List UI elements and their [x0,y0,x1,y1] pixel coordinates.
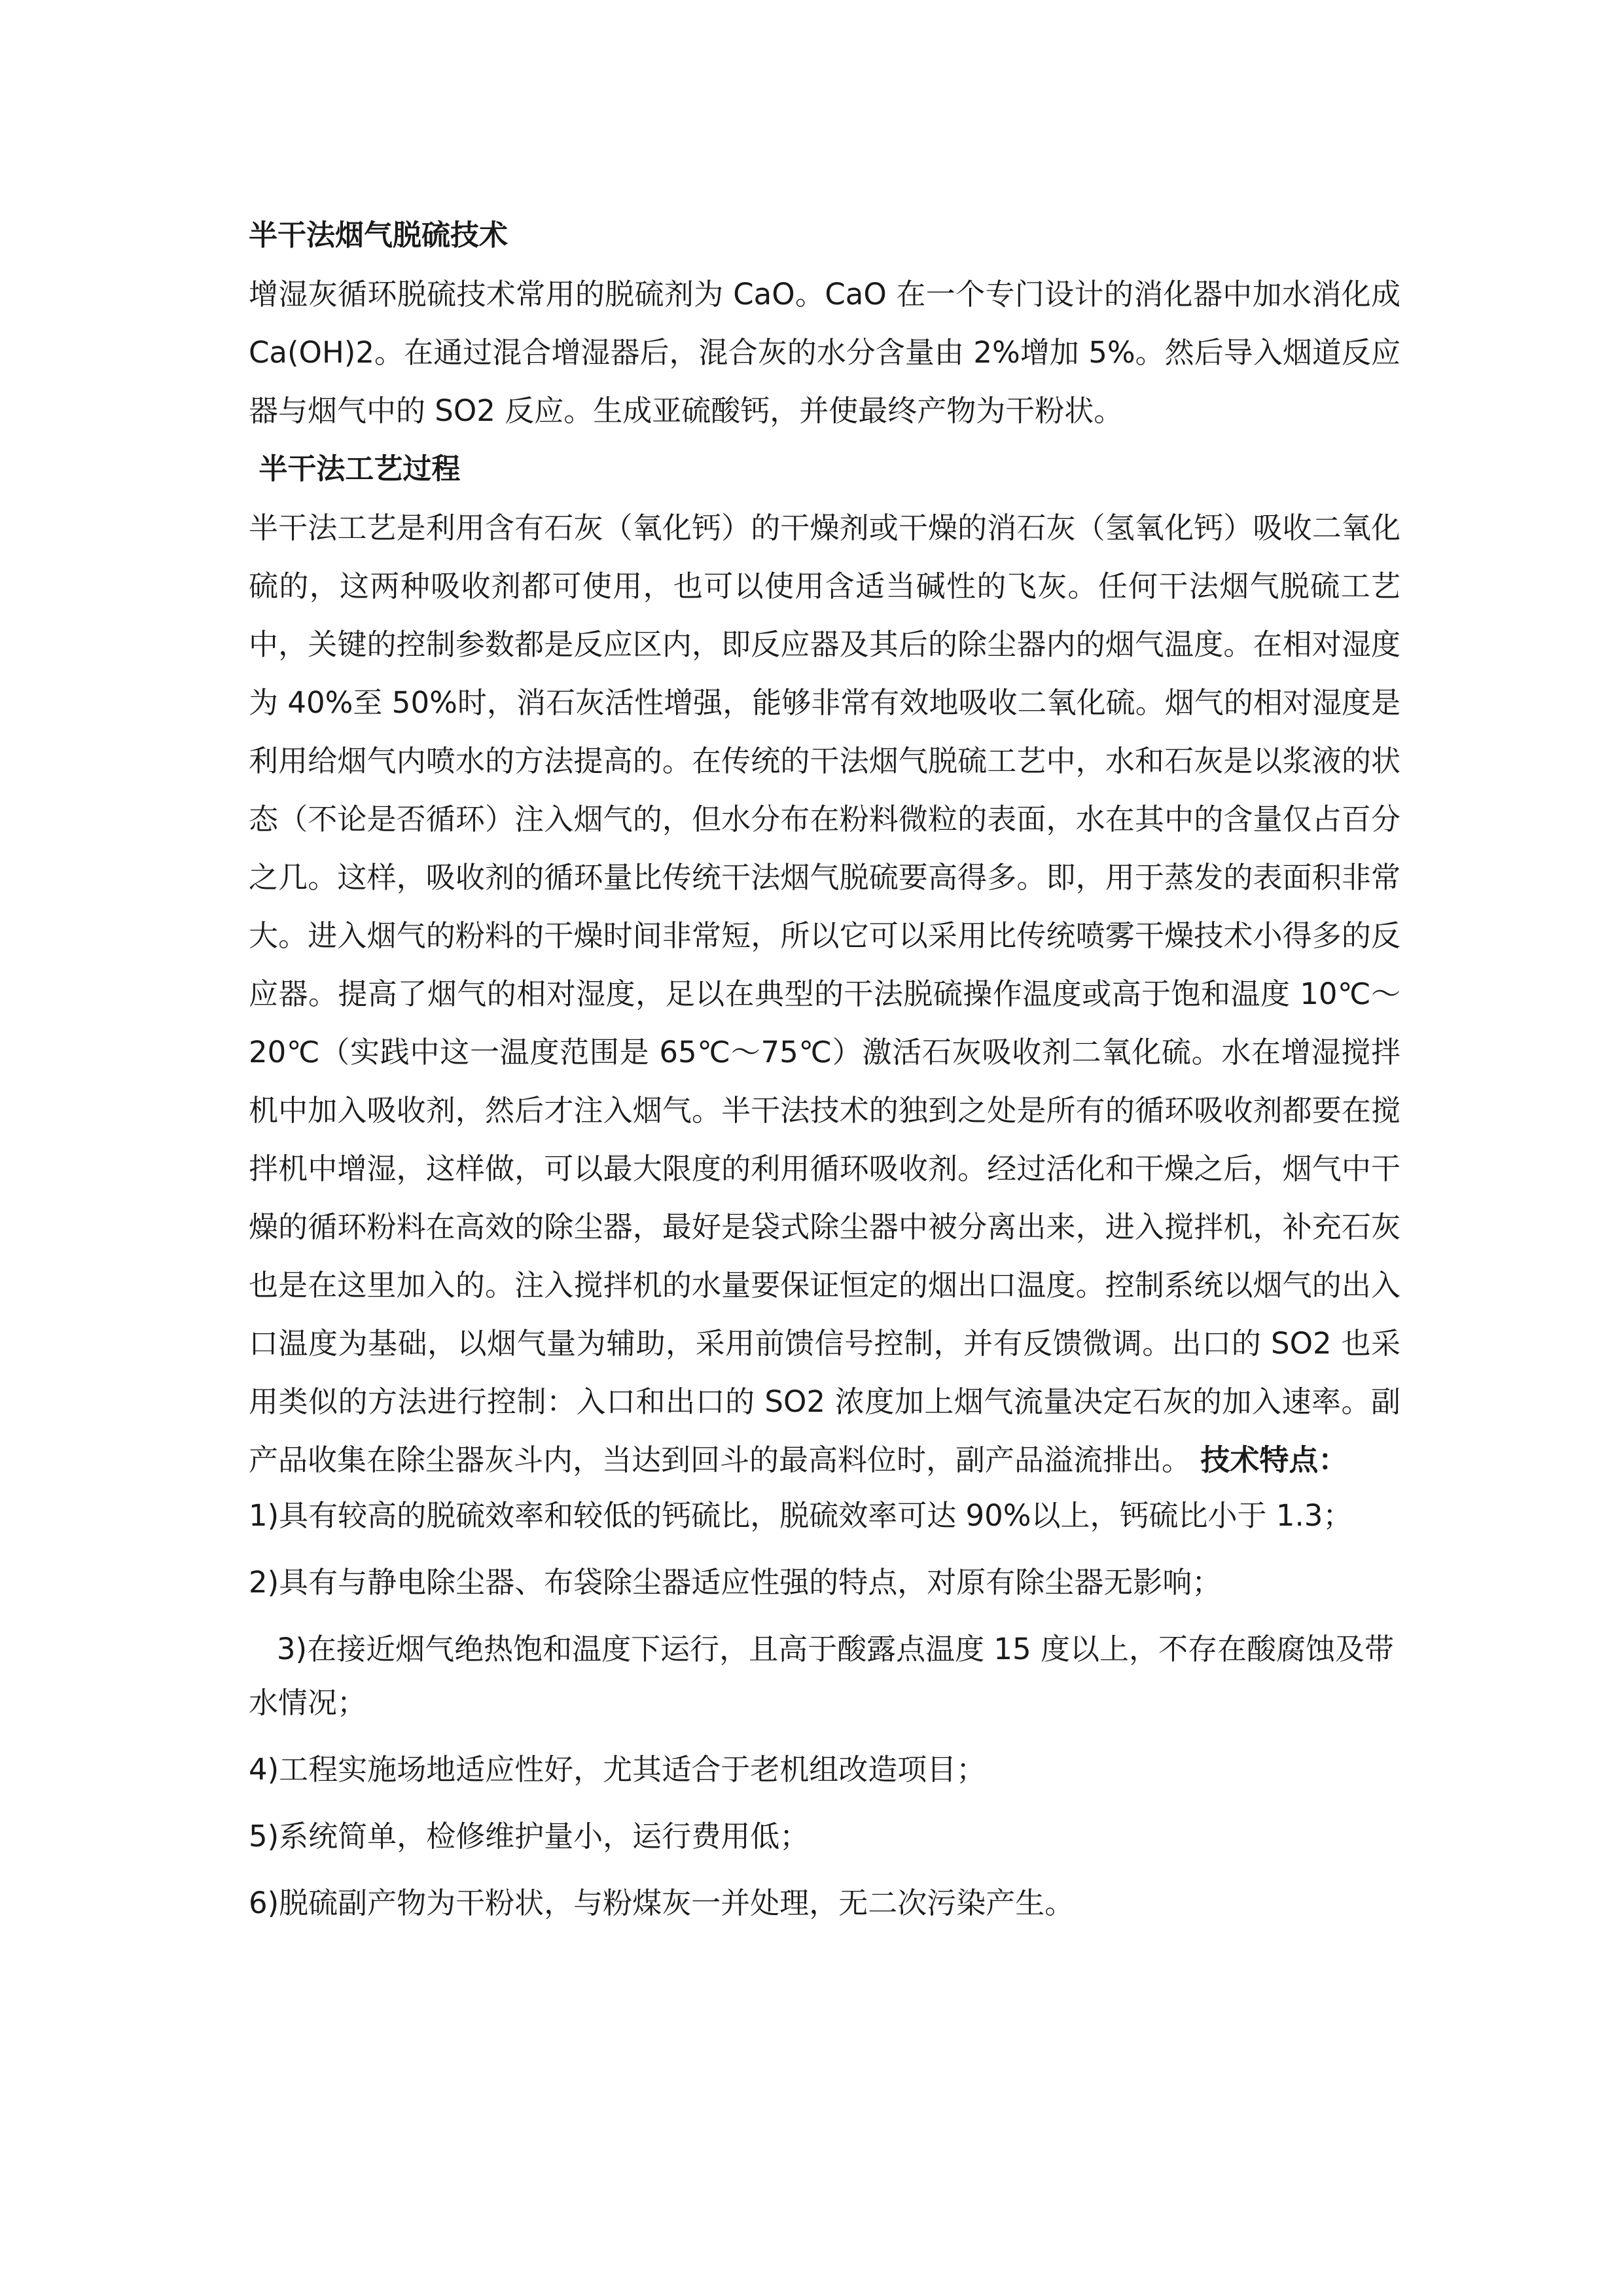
list-item: 4)工程实施场地适应性好，尤其适合于老机组改造项目； [249,1752,986,1787]
process-description-text: 半干法工艺是利用含有石灰（氧化钙）的干燥剂或干燥的消石灰（氢氧化钙）吸收二氧化硫的，这两种吸收剂都可使用，也可以使用含适当碱性的飞灰。任何干法烟气脱硫工艺中，关键的控制参数都是反应区内，即反应器及其后的除尘器内的烟气温度。在相对湿度为 40%至 50%时，消石灰活性增强，能够非常有效地吸收二氧化硫。烟气的相对湿度是利用给烟气内喷水的方法提高的。在传统的干法烟气脱硫工艺中，水和石灰是以浆液的状态（不论是否循环）注入烟气的，但水分布在粉料微粒的表面，水在其中的含量仅占百分之几。这样，吸收剂的循环量比传统干法烟气脱硫要高得多。即，用于蒸发的表面积非常大。进入烟气的粉料的干燥时间非常短，所以它可以采用比传统喷雾干燥技术小得多的反应器。提高了烟气的相对湿度，足以在典型的干法脱硫操作温度或高于饱和温度 10℃～20℃（实践中这一温度范围是 65℃～75℃）激活石灰吸收剂二氧化硫。水在增湿搅拌机中加入吸收剂，然后才注入烟气。半干法技术的独到之处是所有的循环吸收剂都要在搅拌机中增湿，这样做，可以最大限度的利用循环吸收剂。经过活化和干燥之后，烟气中干燥的循环粉料在高效的除尘器，最好是袋式除尘器中被分离出来，进入搅拌机，补充石灰也是在这里加入的。注入搅拌机的水量要保证恒定的烟出口温度。控制系统以烟气的出入口温度为基础，以烟气量为辅助，采用前馈信号控制，并有反馈微调。出口的 SO2 也采用类似的方法进行控制：入口和出口的 SO2 浓度加上烟气流量决定石灰的加入速率。副产品收集在除尘器灰斗内，当达到回斗的最高料位时，副产品溢流排出。 [249,511,1400,1477]
paragraph-humidified-ash-circulation: 增湿灰循环脱硫技术常用的脱硫剂为 CaO。CaO 在一个专门设计的消化器中加水消化成 Ca(OH)2。在通过混合增湿器后，混合灰的水分含量由 2%增加 5%。然后导入烟道反应器与烟气中的 SO2 反应。生成亚硫酸钙，并使最终产物为干粉状。 [249,277,1400,428]
section-title-process: 半干法工艺过程 [249,452,461,486]
list-item: 1)具有较高的脱硫效率和较低的钙硫比，脱硫效率可达 90%以上，钙硫比小于 1.3； [249,1498,1353,1533]
list-item: 5)系统简单，检修维护量小，运行费用低； [249,1819,810,1854]
features-title: 技术特点： [1200,1443,1348,1477]
section-title-semi-dry-fgd: 半干法烟气脱硫技术 [249,219,508,252]
paragraph-process-description [249,499,1400,1489]
features-list [249,1489,1400,1930]
list-item: 2)具有与静电除尘器、布袋除尘器适应性强的特点，对原有除尘器无影响； [249,1565,1222,1600]
document-page [249,206,1400,1943]
list-item: 3)在接近烟气绝热饱和温度下运行，且高于酸露点温度 15 度以上，不存在酸腐蚀及带水情况； [249,1632,1394,1720]
list-item: 6)脱硫副产物为干粉状，与粉煤灰一并处理，无二次污染产生。 [249,1886,1075,1920]
